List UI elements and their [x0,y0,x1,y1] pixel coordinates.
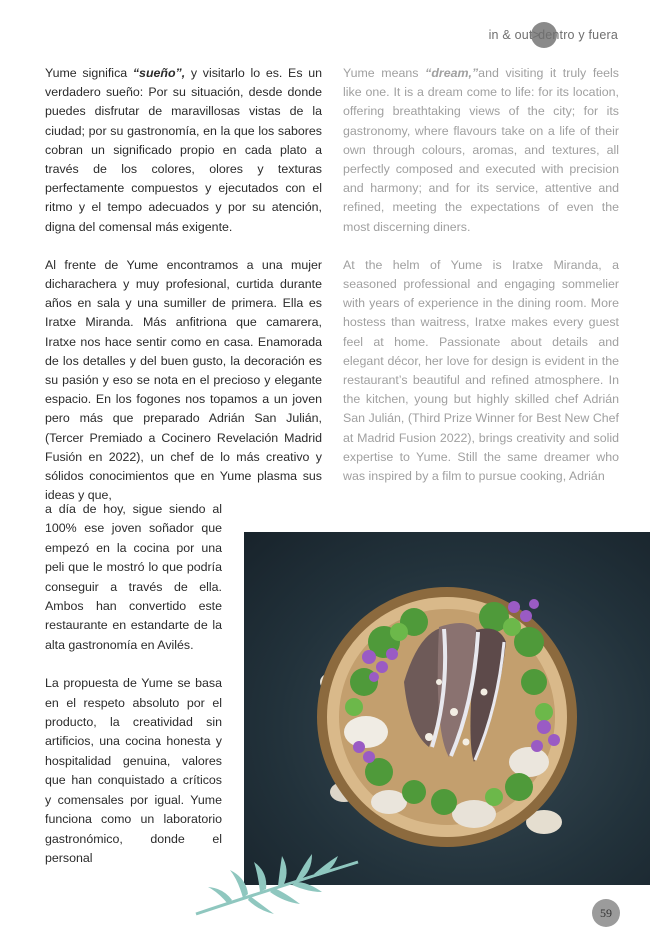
english-p1-lead: Yume means [343,66,426,80]
leaf-decoration-icon [188,852,378,922]
page-number: 59 [592,899,620,927]
section-header [489,22,618,48]
english-p1-body: and visiting it truly feels like one. It is a dream come to life: for its location, offering breathtaking views of the city; for its gastronomy, where flavours take on a life of their own through colours, aromas, and textures, all perfectly composed and executed with precision and harmony; and for its service, attentive and refined, meeting the expectations of even the most discerning diners. [343,66,620,234]
section-label-right: dentro y fuera [538,28,618,42]
dish-illustration [244,532,650,885]
english-paragraph-1 [343,64,619,237]
section-label-left: in & out [488,28,533,42]
dish-photo [244,532,650,885]
spanish-p1-body: y visitarlo lo es. Es un verdadero sueño: Por su situación, desde donde puedes disfrutar de maravillosas vistas de la ciudad; por su gastronomía, en la que los sabores cobran un significado propio en cada plato a través de los colores, olores y texturas perfectamente compuestos y ejecutados con el ritmo y el tempo adecuados y por su atención, digna del comensal más exigente. [45,66,322,234]
english-paragraph-2: At the helm of Yume is Iratxe Miranda, a seasoned professional and engaging sommelier with years of experience in the dining room. More hostess than waitress, Iratxe makes every guest feel at home. Passionate about details and elegant décor, her love for design is evident in the restaurant’s beautiful and refined atmosphere. In the kitchen, young but highly skilled chef Adrián San Julián, (Third Prize Winner for Best New Chef at Madrid Fusion 2022), brings creativity and solid expertise to Yume. Still the same dreamer who was inspired by a film to pursue cooking, Adrián [343,257,619,484]
spanish-p1-lead: Yume significa [45,66,133,80]
spanish-paragraph-2-continued: a día de hoy, sigue siendo al 100% ese joven soñador que empezó en la cocina por una peli que le mostró lo que podría conseguir a través de ella. Ambos han convertido este restaurante en estandarte de la alta gastronomía en Avilés. [45,502,222,652]
spanish-column-narrow [45,500,222,868]
spanish-p1-emphasis: “sueño”, [132,66,186,80]
section-separator: > [532,28,541,42]
english-p1-emphasis: “dream,” [425,66,479,80]
spanish-paragraph-3: La propuesta de Yume se basa en el respeto absoluto por el producto, la creatividad sin artificios, una cocina honesta y hospitalidad genuina, valores que han conquistado a críticos y comensales por igual. Yume funciona como un laboratorio gastronómico, donde el personal [45,676,222,865]
english-column [343,64,619,486]
spanish-column [45,64,322,505]
spanish-paragraph-2: Al frente de Yume encontramos a una mujer dicharachera y muy profesional, curtida durante años en sala y una sumiller de primera. Ella es Iratxe Miranda. Más anfitriona que camarera, Iratxe nos hace sentir como en casa. Enamorada de los detalles y del buen gusto, la decoración es su pasión y eso se nota en el precioso y elegante espacio. En los fogones nos topamos a un joven pero más que preparado Adrián San Julián, (Tercer Premiado a Cocinero Revelación Madrid Fusión en 2022), un chef de lo más creativo y sólidos conocimientos que en Yume plasma sus ideas y que, [45,257,322,503]
spanish-paragraph-1 [45,64,322,237]
